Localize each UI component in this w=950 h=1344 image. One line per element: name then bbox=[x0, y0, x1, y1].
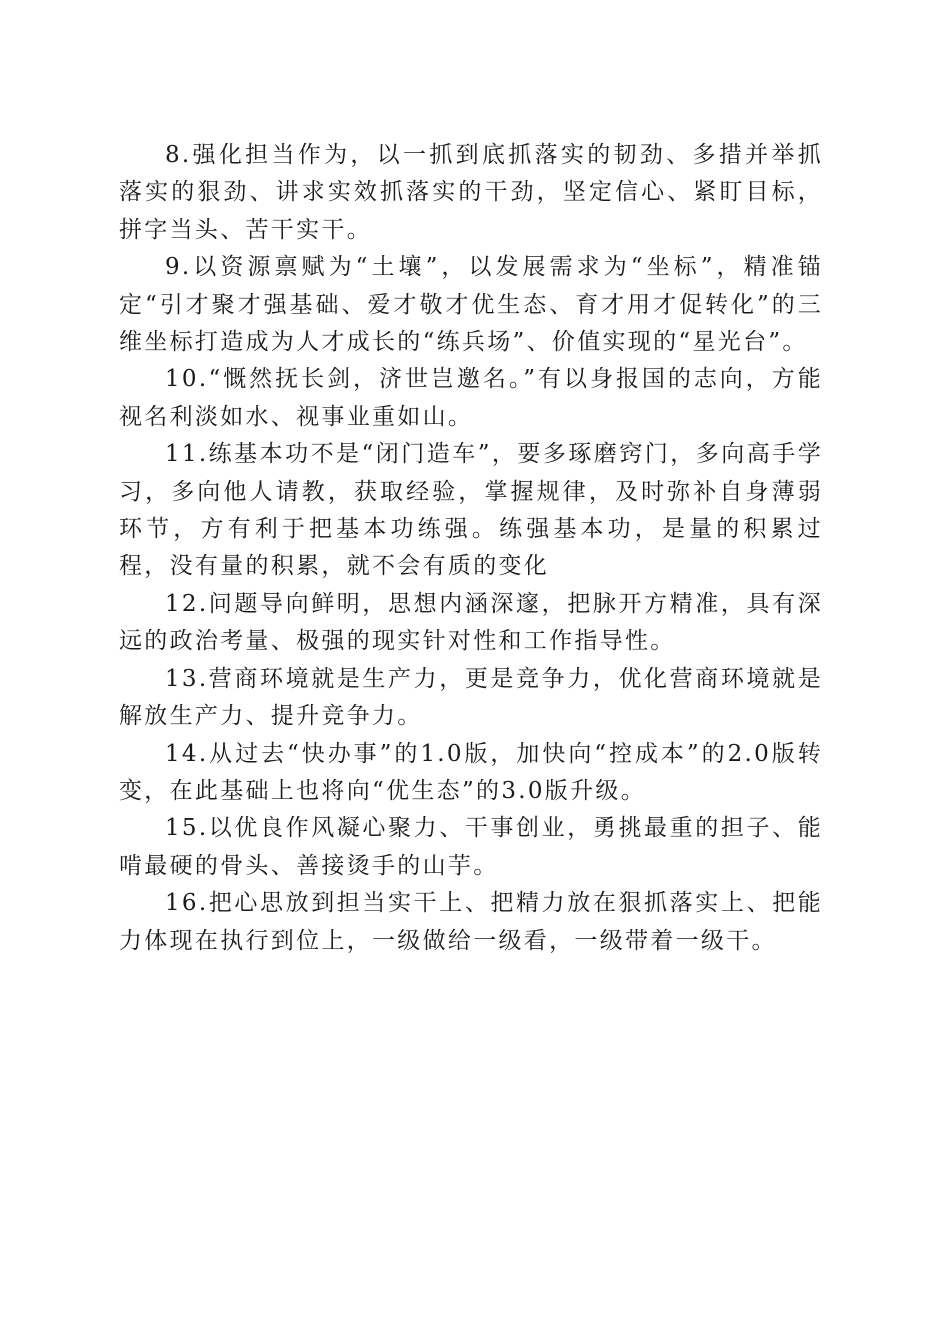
paragraph-11: 11.练基本功不是“闭门造车”，要多琢磨窍门，多向高手学习，多向他人请教，获取经验，掌握规律，及时弥补自身薄弱环节，方有利于把基本功练强。练强基本功，是量的积累过程，没有量的积累，就不会有质的变化 bbox=[119, 441, 823, 580]
paragraph-9: 9.以资源禀赋为“土壤”，以发展需求为“坐标”，精准锚定“引才聚才强基础、爱才敬才优生态、育才用才促转化”的三维坐标打造成为人才成长的“练兵场”、价值实现的“星光台”。 bbox=[119, 254, 823, 356]
document-body bbox=[119, 137, 823, 960]
paragraph-10: 10.“慨然抚长剑，济世岂邀名。”有以身报国的志向，方能视名利淡如水、视事业重如山。 bbox=[119, 366, 823, 430]
paragraph-16: 16.把心思放到担当实干上、把精力放在狠抓落实上、把能力体现在执行到位上，一级做给一级看，一级带着一级干。 bbox=[119, 890, 823, 954]
paragraph-12: 12.问题导向鲜明，思想内涵深邃，把脉开方精准，具有深远的政治考量、极强的现实针对性和工作指导性。 bbox=[119, 590, 823, 655]
paragraph-8: 8.强化担当作为，以一抓到底抓落实的韧劲、多措并举抓落实的狠劲、讲求实效抓落实的干劲，坚定信心、紧盯目标，拼字当头、苦干实干。 bbox=[119, 142, 823, 243]
paragraph-13: 13.营商环境就是生产力，更是竞争力，优化营商环境就是解放生产力、提升竞争力。 bbox=[119, 665, 823, 730]
paragraph-15: 15.以优良作风凝心聚力、干事创业，勇挑最重的担子、能啃最硬的骨头、善接烫手的山芋。 bbox=[119, 815, 823, 879]
paragraph-14: 14.从过去“快办事”的1.0版，加快向“控成本”的2.0版转变，在此基础上也将向“优生态”的3.0版升级。 bbox=[119, 740, 823, 804]
